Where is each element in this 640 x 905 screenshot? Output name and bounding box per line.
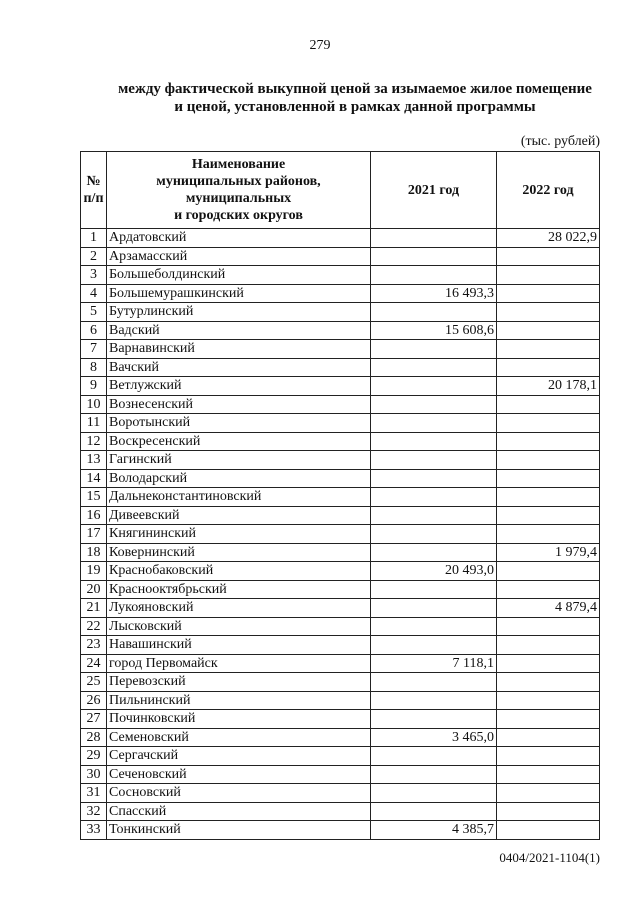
value-2021-cell <box>371 691 497 710</box>
value-2022-cell <box>497 395 600 414</box>
municipality-name-cell: Краснобаковский <box>107 562 371 581</box>
municipality-name-cell: Сергачский <box>107 747 371 766</box>
row-number-cell: 24 <box>81 654 107 673</box>
table-row <box>81 432 600 451</box>
value-2021-cell <box>371 525 497 544</box>
row-number-cell: 10 <box>81 395 107 414</box>
table-row <box>81 451 600 470</box>
title-line: между фактической выкупной ценой за изымаемое жилое помещение <box>118 81 592 97</box>
value-2021-cell <box>371 802 497 821</box>
row-number-cell: 17 <box>81 525 107 544</box>
table-row <box>81 284 600 303</box>
value-2021-cell <box>371 765 497 784</box>
row-number-cell: 30 <box>81 765 107 784</box>
table-row <box>81 802 600 821</box>
header-name-line: и городских округов <box>174 208 303 223</box>
row-number-cell: 2 <box>81 247 107 266</box>
table-row <box>81 525 600 544</box>
table-row <box>81 691 600 710</box>
header-num-line: п/п <box>83 191 104 206</box>
value-2021-cell <box>371 543 497 562</box>
data-table <box>80 151 600 840</box>
municipality-name-cell: Воротынский <box>107 414 371 433</box>
table-row <box>81 321 600 340</box>
value-2021-cell <box>371 358 497 377</box>
document-title <box>60 80 640 116</box>
row-number-cell: 1 <box>81 229 107 248</box>
municipality-name-cell: город Первомайск <box>107 654 371 673</box>
value-2022-cell <box>497 617 600 636</box>
table-row <box>81 784 600 803</box>
municipality-name-cell: Варнавинский <box>107 340 371 359</box>
municipality-name-cell: Лысковский <box>107 617 371 636</box>
municipality-name-cell: Дальнеконстантиновский <box>107 488 371 507</box>
value-2022-cell <box>497 728 600 747</box>
value-2021-cell <box>371 784 497 803</box>
row-number-cell: 25 <box>81 673 107 692</box>
municipality-name-cell: Пильнинский <box>107 691 371 710</box>
table-row <box>81 340 600 359</box>
row-number-cell: 5 <box>81 303 107 322</box>
municipality-name-cell: Бутурлинский <box>107 303 371 322</box>
row-number-cell: 33 <box>81 821 107 840</box>
row-number-cell: 14 <box>81 469 107 488</box>
table-row <box>81 488 600 507</box>
table-row <box>81 266 600 285</box>
table-row <box>81 377 600 396</box>
value-2021-cell <box>371 451 497 470</box>
value-2022-cell: 1 979,4 <box>497 543 600 562</box>
value-2022-cell <box>497 747 600 766</box>
value-2022-cell <box>497 488 600 507</box>
value-2021-cell <box>371 340 497 359</box>
municipality-name-cell: Ковернинский <box>107 543 371 562</box>
row-number-cell: 27 <box>81 710 107 729</box>
value-2021-cell <box>371 747 497 766</box>
value-2021-cell <box>371 377 497 396</box>
row-number-cell: 11 <box>81 414 107 433</box>
municipality-name-cell: Вознесенский <box>107 395 371 414</box>
header-year-2022: 2022 год <box>497 152 600 229</box>
header-name-line: муниципальных <box>185 191 292 206</box>
value-2021-cell <box>371 414 497 433</box>
row-number-cell: 9 <box>81 377 107 396</box>
table-row <box>81 562 600 581</box>
row-number-cell: 15 <box>81 488 107 507</box>
value-2022-cell <box>497 562 600 581</box>
table-header <box>81 152 600 229</box>
value-2022-cell: 20 178,1 <box>497 377 600 396</box>
page-number: 279 <box>309 38 331 53</box>
row-number-cell: 26 <box>81 691 107 710</box>
value-2021-cell: 20 493,0 <box>371 562 497 581</box>
value-2021-cell <box>371 710 497 729</box>
value-2022-cell <box>497 802 600 821</box>
table-row <box>81 543 600 562</box>
municipality-name-cell: Ардатовский <box>107 229 371 248</box>
value-2022-cell <box>497 506 600 525</box>
municipality-name-cell: Сеченовский <box>107 765 371 784</box>
value-2021-cell: 15 608,6 <box>371 321 497 340</box>
value-2022-cell <box>497 414 600 433</box>
header-num-line: № <box>86 174 101 189</box>
row-number-cell: 8 <box>81 358 107 377</box>
value-2021-cell: 7 118,1 <box>371 654 497 673</box>
municipality-name-cell: Арзамасский <box>107 247 371 266</box>
value-2022-cell <box>497 303 600 322</box>
row-number-cell: 3 <box>81 266 107 285</box>
row-number-cell: 6 <box>81 321 107 340</box>
value-2022-cell <box>497 710 600 729</box>
municipality-name-cell: Большемурашкинский <box>107 284 371 303</box>
value-2021-cell <box>371 673 497 692</box>
value-2021-cell <box>371 303 497 322</box>
header-year-2021: 2021 год <box>371 152 497 229</box>
municipality-name-cell: Воскресенский <box>107 432 371 451</box>
value-2022-cell <box>497 469 600 488</box>
value-2022-cell <box>497 673 600 692</box>
value-2022-cell <box>497 358 600 377</box>
table-row <box>81 710 600 729</box>
value-2021-cell <box>371 266 497 285</box>
value-2022-cell <box>497 284 600 303</box>
value-2021-cell <box>371 247 497 266</box>
table-row <box>81 673 600 692</box>
value-2022-cell <box>497 247 600 266</box>
value-2022-cell <box>497 580 600 599</box>
row-number-cell: 16 <box>81 506 107 525</box>
value-2022-cell <box>497 266 600 285</box>
table-body <box>81 229 600 840</box>
row-number-cell: 28 <box>81 728 107 747</box>
header-name-line: муниципальных районов, <box>156 174 321 189</box>
value-2021-cell <box>371 506 497 525</box>
municipality-name-cell: Большеболдинский <box>107 266 371 285</box>
value-2021-cell <box>371 432 497 451</box>
value-2022-cell <box>497 525 600 544</box>
table-row <box>81 654 600 673</box>
table-row <box>81 636 600 655</box>
row-number-cell: 21 <box>81 599 107 618</box>
municipality-name-cell: Семеновский <box>107 728 371 747</box>
municipality-name-cell: Княгининский <box>107 525 371 544</box>
table-row <box>81 599 600 618</box>
row-number-cell: 20 <box>81 580 107 599</box>
table-row <box>81 229 600 248</box>
municipality-name-cell: Володарский <box>107 469 371 488</box>
row-number-cell: 32 <box>81 802 107 821</box>
table-row <box>81 414 600 433</box>
row-number-cell: 12 <box>81 432 107 451</box>
municipality-name-cell: Вадский <box>107 321 371 340</box>
value-2022-cell <box>497 340 600 359</box>
value-2022-cell <box>497 451 600 470</box>
table-row <box>81 469 600 488</box>
value-2022-cell <box>497 821 600 840</box>
value-2021-cell <box>371 469 497 488</box>
value-2022-cell <box>497 765 600 784</box>
row-number-cell: 4 <box>81 284 107 303</box>
document-code: 0404/2021-1104(1) <box>499 850 600 865</box>
table-row <box>81 506 600 525</box>
table-row <box>81 747 600 766</box>
value-2021-cell: 16 493,3 <box>371 284 497 303</box>
table-row <box>81 580 600 599</box>
value-2021-cell: 4 385,7 <box>371 821 497 840</box>
value-2021-cell <box>371 599 497 618</box>
value-2021-cell: 3 465,0 <box>371 728 497 747</box>
value-2021-cell <box>371 395 497 414</box>
municipality-name-cell: Навашинский <box>107 636 371 655</box>
row-number-cell: 7 <box>81 340 107 359</box>
table-row <box>81 247 600 266</box>
row-number-cell: 31 <box>81 784 107 803</box>
value-2021-cell <box>371 636 497 655</box>
row-number-cell: 19 <box>81 562 107 581</box>
value-2022-cell: 4 879,4 <box>497 599 600 618</box>
table-row <box>81 303 600 322</box>
value-2022-cell <box>497 321 600 340</box>
municipality-name-cell: Ветлужский <box>107 377 371 396</box>
row-number-cell: 13 <box>81 451 107 470</box>
value-2021-cell <box>371 617 497 636</box>
header-row <box>81 152 600 229</box>
table-row <box>81 617 600 636</box>
municipality-name-cell: Спасский <box>107 802 371 821</box>
municipality-name-cell: Лукояновский <box>107 599 371 618</box>
value-2021-cell <box>371 580 497 599</box>
value-2022-cell <box>497 784 600 803</box>
municipality-name-cell: Тонкинский <box>107 821 371 840</box>
table-row <box>81 358 600 377</box>
municipality-name-cell: Починковский <box>107 710 371 729</box>
value-2021-cell <box>371 229 497 248</box>
table-row <box>81 395 600 414</box>
header-num <box>81 152 107 229</box>
row-number-cell: 22 <box>81 617 107 636</box>
table-row <box>81 728 600 747</box>
row-number-cell: 29 <box>81 747 107 766</box>
title-line: и ценой, установленной в рамках данной программы <box>174 99 536 115</box>
municipality-name-cell: Вачский <box>107 358 371 377</box>
value-2021-cell <box>371 488 497 507</box>
table-row <box>81 821 600 840</box>
row-number-cell: 23 <box>81 636 107 655</box>
units-label: (тыс. рублей) <box>520 134 600 149</box>
value-2022-cell <box>497 654 600 673</box>
value-2022-cell: 28 022,9 <box>497 229 600 248</box>
header-name-line: Наименование <box>191 157 286 172</box>
municipality-name-cell: Краснооктябрьский <box>107 580 371 599</box>
municipality-name-cell: Перевозский <box>107 673 371 692</box>
table-row <box>81 765 600 784</box>
municipality-name-cell: Дивеевский <box>107 506 371 525</box>
municipality-name-cell: Сосновский <box>107 784 371 803</box>
value-2022-cell <box>497 432 600 451</box>
municipality-name-cell: Гагинский <box>107 451 371 470</box>
value-2022-cell <box>497 636 600 655</box>
header-name <box>107 152 371 229</box>
value-2022-cell <box>497 691 600 710</box>
row-number-cell: 18 <box>81 543 107 562</box>
